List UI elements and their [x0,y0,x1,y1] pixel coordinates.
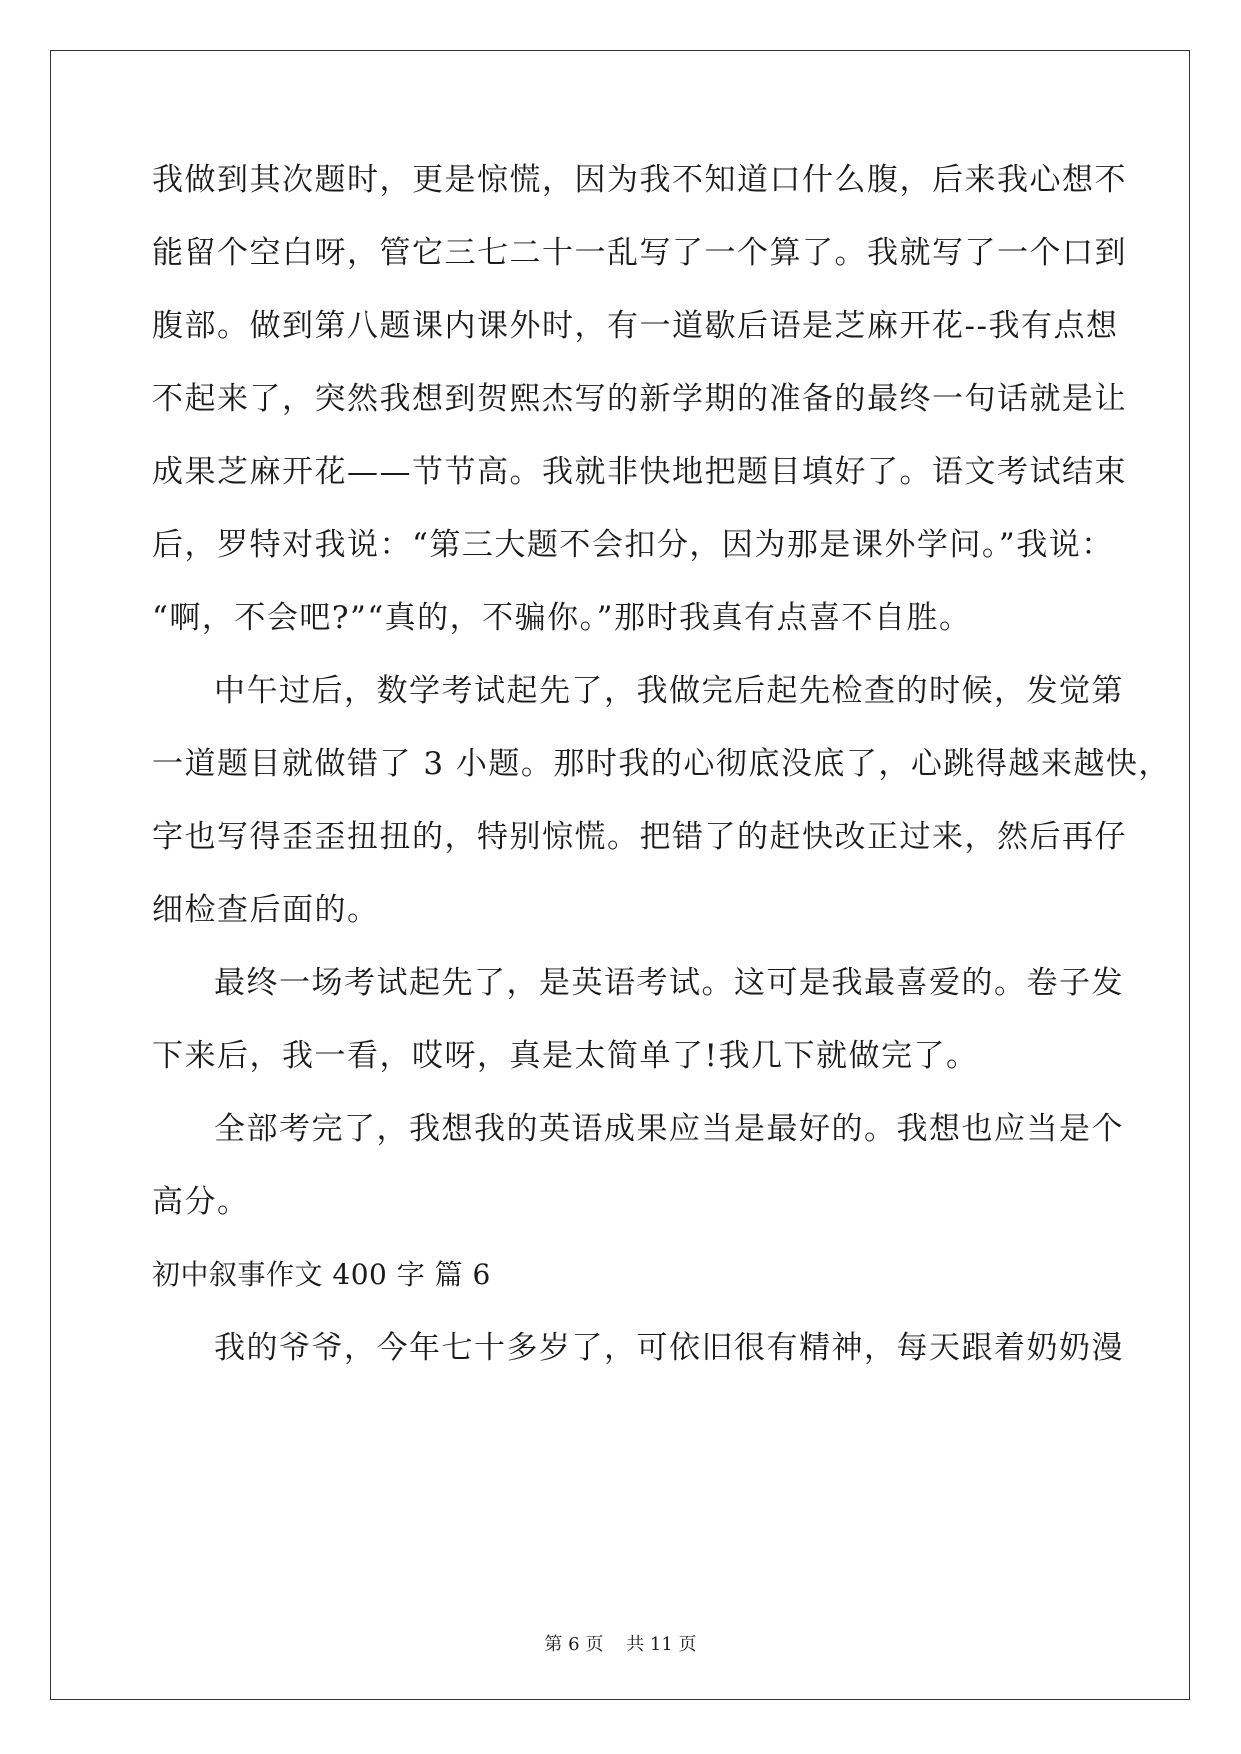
text-line: 细检查后面的。 [152,892,380,928]
text-line: 高分。 [152,1184,250,1220]
paragraph-first-line: 我的爷爷，今年七十多岁了，可依旧很有精神，每天跟着奶奶漫 [214,1330,1124,1366]
text-line: 后，罗特对我说：“第三大题不会扣分，因为那是课外学问。”我说： [152,527,1114,563]
text-line: 字也写得歪歪扭扭的，特别惊慌。把错了的赶快改正过来，然后再仔 [152,819,1127,855]
paragraph-first-line: 全部考完了，我想我的英语成果应当是最好的。我想也应当是个 [214,1111,1124,1147]
text-line: 一道题目就做错了 3 小题。那时我的心彻底没底了，心跳得越来越快， [152,746,1171,782]
page-footer: 第 6 页 共 11 页 [544,1634,697,1655]
page-border [50,50,1190,1700]
text-line: 下来后，我一看，哎呀，真是太简单了!我几下就做完了。 [152,1038,979,1074]
text-line: 能留个空白呀，管它三七二十一乱写了一个算了。我就写了一个口到 [152,235,1127,271]
text-line: 成果芝麻开花——节节高。我就非快地把题目填好了。语文考试结束 [152,454,1127,490]
text-line: 我做到其次题时，更是惊慌，因为我不知道口什么腹，后来我心想不 [152,162,1127,198]
text-line: 不起来了，突然我想到贺熙杰写的新学期的准备的最终一句话就是让 [152,381,1127,417]
paragraph-first-line: 中午过后，数学考试起先了，我做完后起先检查的时候，发觉第 [214,673,1124,709]
text-line: “啊，不会吧?”“真的，不骗你。”那时我真有点喜不自胜。 [152,600,972,636]
text-line: 腹部。做到第八题课内课外时，有一道歇后语是芝麻开花--我有点想 [152,308,1119,344]
section-heading: 初中叙事作文 400 字 篇 6 [152,1258,491,1291]
paragraph-first-line: 最终一场考试起先了，是英语考试。这可是我最喜爱的。卷子发 [214,965,1124,1001]
